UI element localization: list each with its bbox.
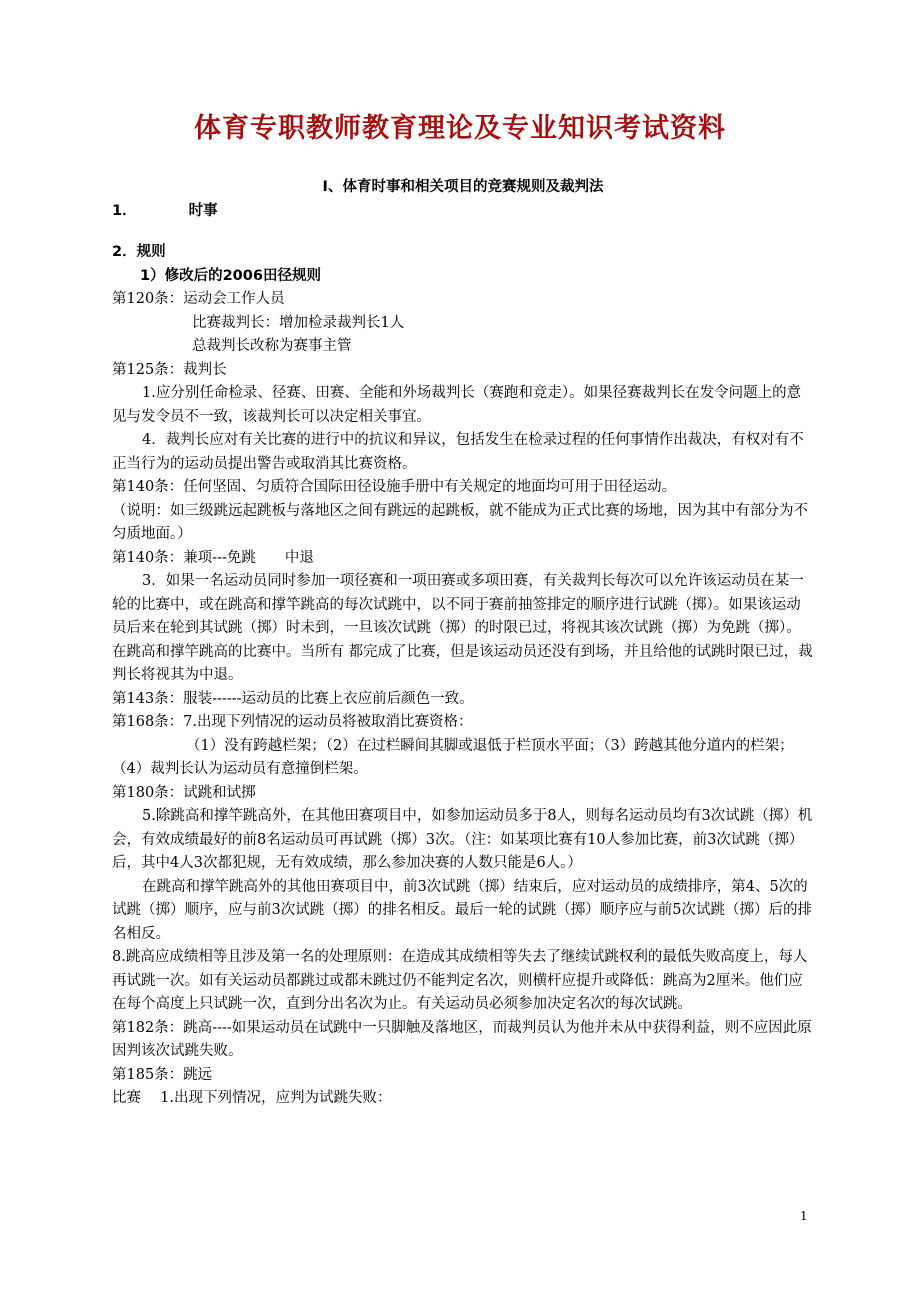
page-number: 1 bbox=[800, 1209, 808, 1223]
rule-line: 第125条：裁判长 bbox=[112, 361, 227, 378]
subheading-2006-rules: 1）修改后的2006田径规则 bbox=[140, 267, 321, 284]
document-title: 体育专职教师教育理论及专业知识考试资料 bbox=[194, 113, 726, 144]
rule-paragraph: 在跳高和撑竿跳高外的其他田赛项目中，前3次试跳（掷）结束后，应对运动员的成绩排序，第4、5次的试跳（掷）顺序，应与前3次试跳（掷）的排名相反。最后一轮的试跳（掷）顺序应与前5次试跳（掷）后的排名相反。 bbox=[112, 878, 812, 942]
rule-line: 第180条：试跳和试掷 bbox=[112, 784, 256, 801]
rule-line: 比赛裁判长：增加检录裁判长1人 bbox=[192, 314, 405, 331]
item-number: 1． bbox=[112, 202, 137, 219]
rule-line: 第140条：兼项---免跳 中退 bbox=[112, 549, 314, 566]
item-label: 时事 bbox=[188, 202, 218, 219]
rule-paragraph: 8.跳高应成绩相等且涉及第一名的处理原则：在造成其成绩相等失去了继续试跳权利的最低失败高度上，每人再试跳一次。如有关运动员都跳过或都未跳过仍不能判定名次，则横杆应提升或降低：跳高为2厘米。他们应在每个高度上只试跳一次，直到分出名次为止。有关运动员必须参加决定名次的每次试跳。 bbox=[112, 949, 808, 1012]
rule-line: 总裁判长改称为赛事主管 bbox=[192, 338, 352, 354]
section-heading: Ⅰ、体育时事和相关项目的竞赛规则及裁判法 bbox=[322, 179, 604, 195]
rule-paragraph: （1）没有跨越栏架；（2）在过栏瞬间其脚或退低于栏顶水平面；（3）跨越其他分道内的栏架；（4）裁判长认为运动员有意撞倒栏架。 bbox=[112, 737, 794, 777]
rule-paragraph: 1.应分别任命检录、径赛、田赛、全能和外场裁判长（赛跑和竞走）。如果径赛裁判长在发令问题上的意见与发令员不一致，该裁判长可以决定相关事宜。 bbox=[112, 385, 802, 425]
rule-paragraph: 4．裁判长应对有关比赛的进行中的抗议和异议，包括发生在检录过程的任何事情作出裁决，有权对有不正当行为的运动员提出警告或取消其比赛资格。 bbox=[112, 432, 804, 472]
document-body bbox=[112, 176, 814, 1111]
rule-line: 比赛 1.出现下列情况，应判为试跳失败： bbox=[112, 1090, 392, 1106]
rule-line: 第185条：跳远 bbox=[112, 1066, 213, 1083]
rule-paragraph: 5.除跳高和撑竿跳高外，在其他田赛项目中，如参加运动员多于8人，则每名运动员均有3次试跳（掷）机会，有效成绩最好的前8名运动员可再试跳（掷）3次。（注：如某项比赛有10人参加比赛，前3次试跳（掷）后，其中4人3次都犯规，无有效成绩，那么参加决赛的人数只能是6人。） bbox=[112, 808, 813, 871]
rule-line: 第120条：运动会工作人员 bbox=[112, 291, 285, 307]
item-current-affairs bbox=[112, 200, 814, 224]
rule-paragraph: 第182条：跳高----如果运动员在试跳中一只脚触及落地区，而裁判员认为他并未从中获得利益，则不应因此原因判该次试跳失败。 bbox=[112, 1019, 812, 1059]
rule-line: 第140条：任何坚固、匀质符合国际田径设施手册中有关规定的地面均可用于田径运动。 bbox=[112, 479, 677, 495]
rule-line: 第143条：服装------运动员的比赛上衣应前后颜色一致。 bbox=[112, 690, 474, 707]
item-rules: 2．规则 bbox=[112, 244, 166, 260]
rule-paragraph: 3．如果一名运动员同时参加一项径赛和一项田赛或多项田赛，有关裁判长每次可以允许该运动员在某一轮的比赛中，或在跳高和撑竿跳高的每次试跳中，以不同于赛前抽签排定的顺序进行试跳（掷）。如果该运动员后来在轮到其试跳（掷）时未到，一旦该次试跳（掷）的时限已过，将视其该次试跳（掷）为免跳（掷）。在跳高和撑竿跳高的比赛中。当所有 都完成了比赛，但是该运动员还没有到场，并且给他的试跳时限已过，裁判长将视其为中退。 bbox=[112, 573, 813, 683]
rule-line: 第168条：7.出现下列情况的运动员将被取消比赛资格： bbox=[112, 714, 473, 730]
rule-note: （说明：如三级跳远起跳板与落地区之间有跳远的起跳板，就不能成为正式比赛的场地，因为其中有部分为不匀质地面。） bbox=[112, 502, 808, 542]
